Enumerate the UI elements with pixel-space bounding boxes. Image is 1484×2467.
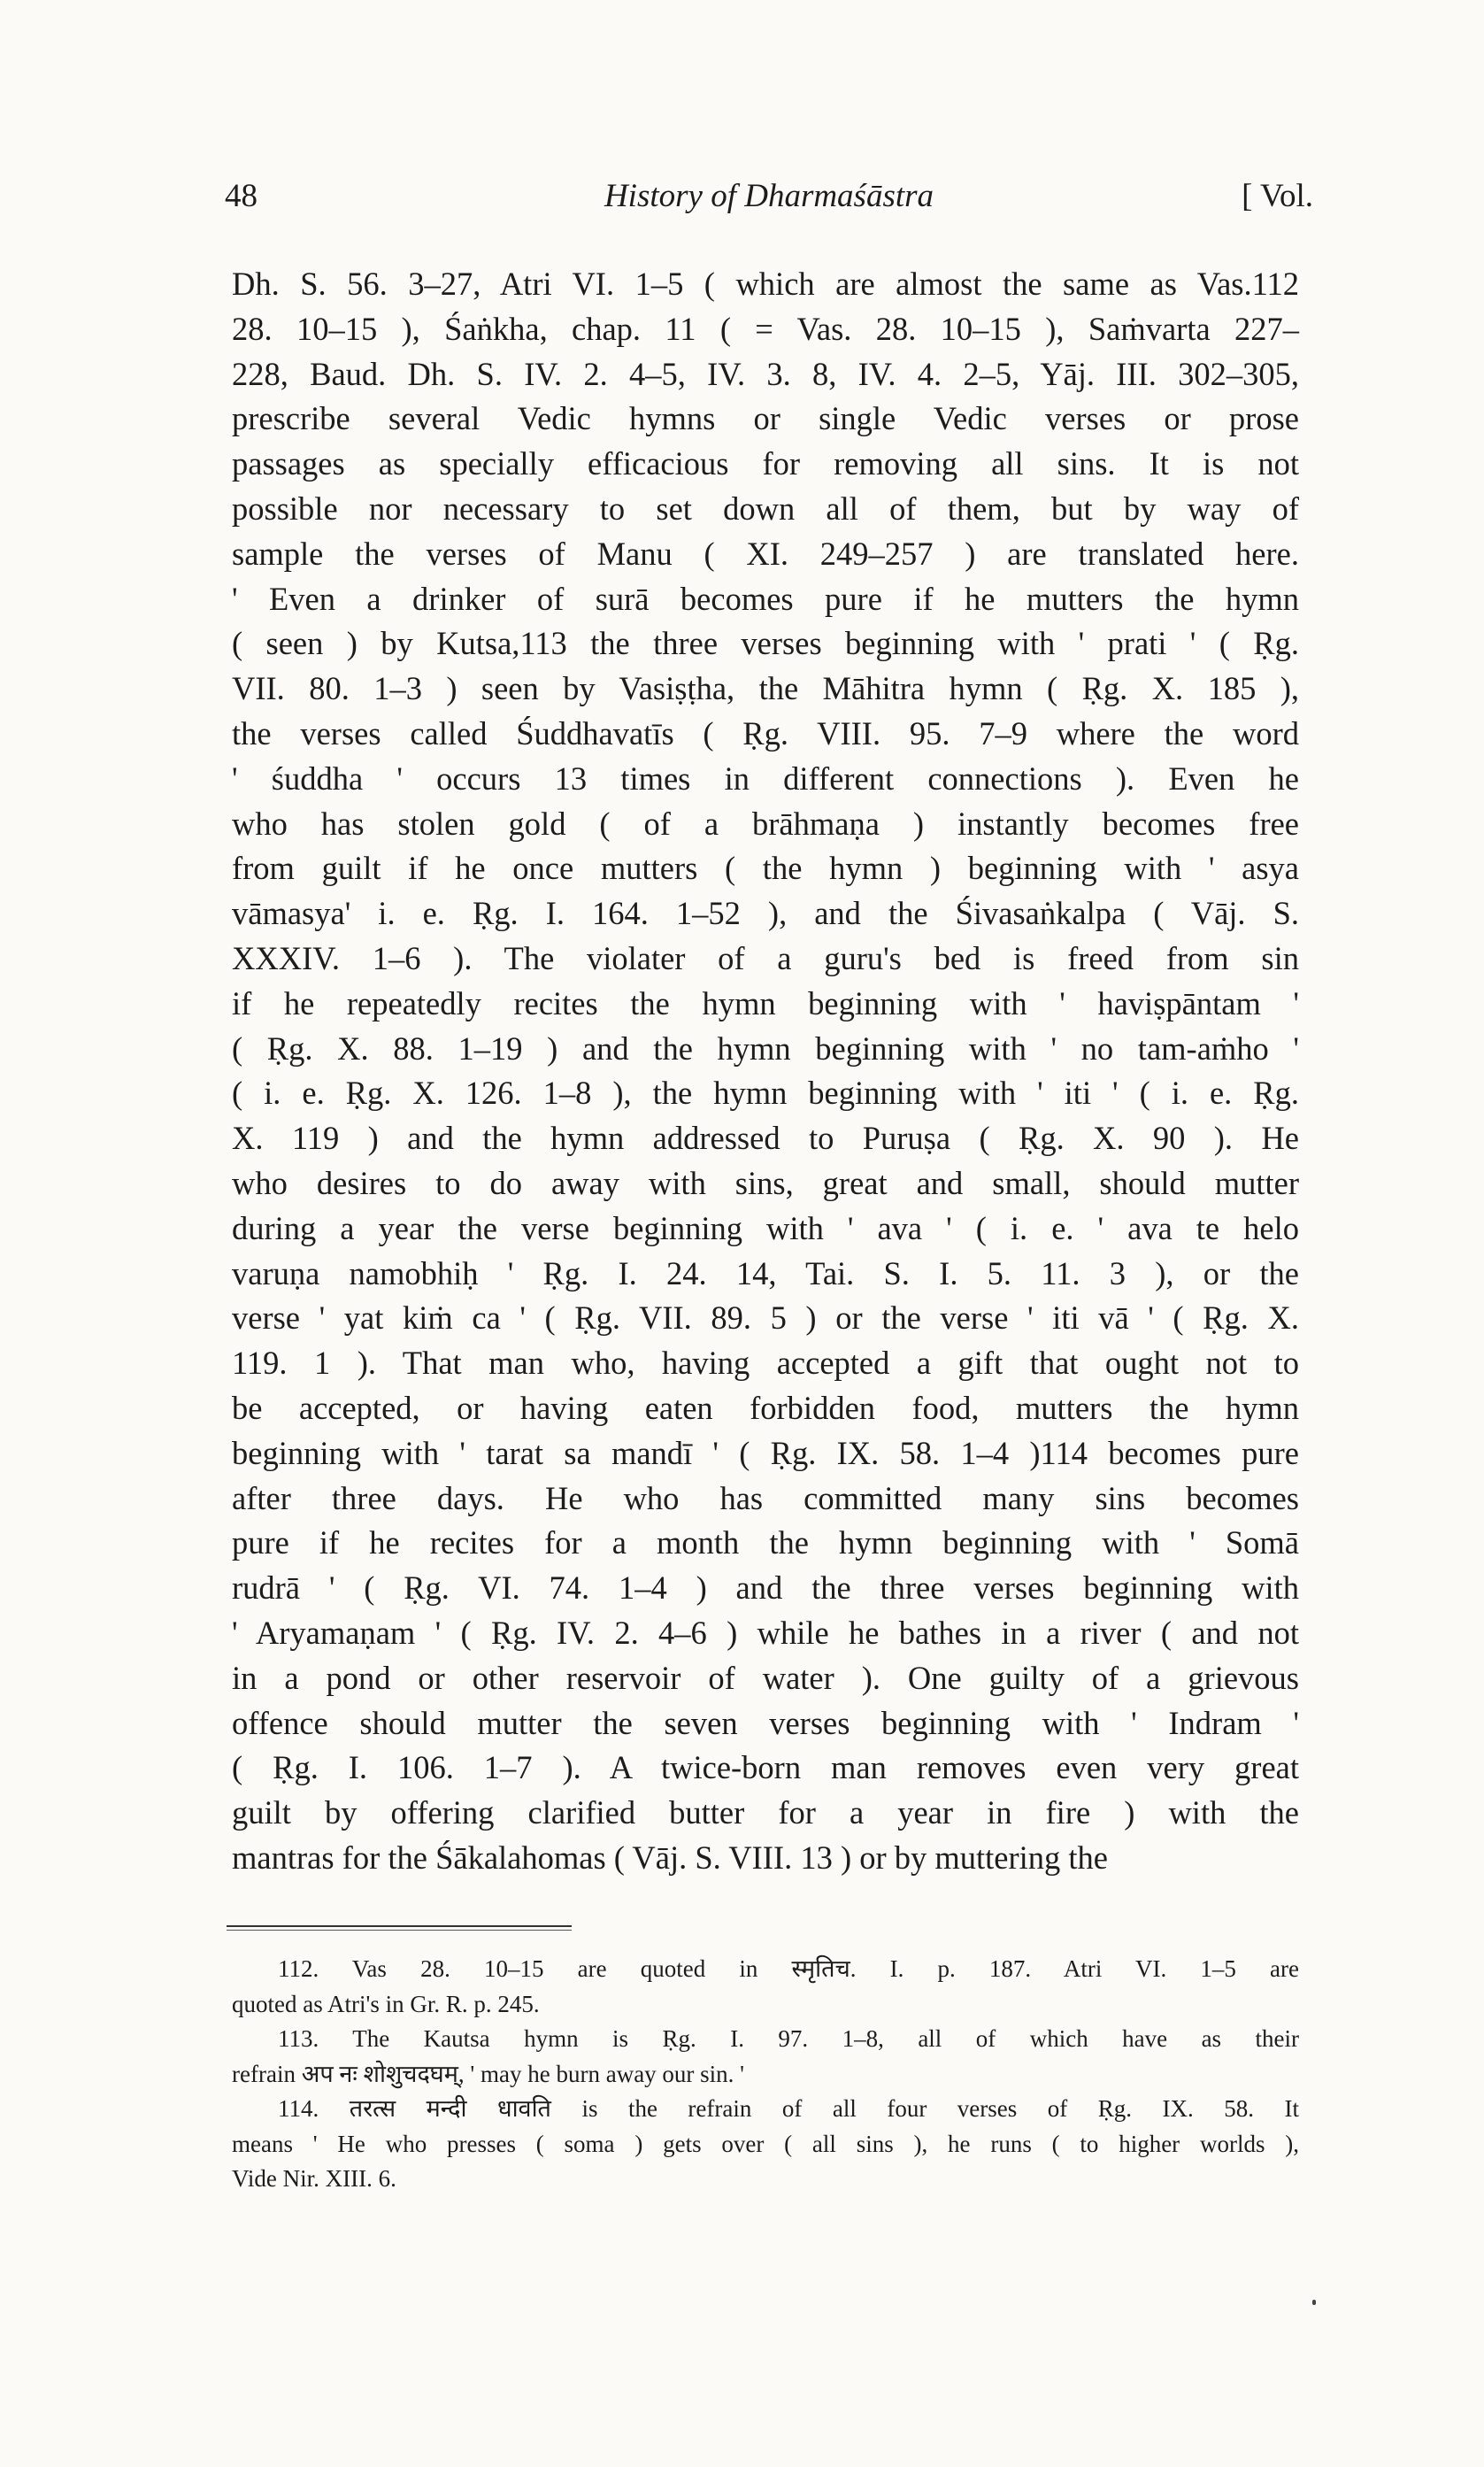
footnotes xyxy=(232,1952,1299,2197)
page-number: 48 xyxy=(225,178,258,214)
text-line: pure if he recites for a month the hymn beginning with ' Somā xyxy=(232,1524,1299,1561)
text-line: ( Ṛg. X. 88. 1–19 ) and the hymn beginning with ' no tam-aṁho ' xyxy=(232,1029,1299,1067)
text-line: passages as specially efficacious for removing all sins. It is not xyxy=(232,445,1299,482)
text-line: 28. 10–15 ), Śaṅkha, chap. 11 ( = Vas. 28. 10–15 ), Saṁvarta 227– xyxy=(232,310,1299,347)
text-line: from guilt if he once mutters ( the hymn ) beginning with ' asya xyxy=(232,850,1299,887)
text-line: beginning with ' tarat sa mandī ' ( Ṛg. IX. 58. 1–4 )114 becomes pure xyxy=(232,1434,1299,1471)
text-line: sample the verses of Manu ( XI. 249–257 ) are translated here. xyxy=(232,535,1299,572)
text-line: during a year the verse beginning with ' ava ' ( i. e. ' ava te helo xyxy=(232,1209,1299,1246)
text-line: varuṇa namobhiḥ ' Ṛg. I. 24. 14, Tai. S. I. 5. 11. 3 ), or the xyxy=(232,1254,1299,1291)
text-line: XXXIV. 1–6 ). The violater of a guru's bed is freed from sin xyxy=(232,939,1299,976)
text-line: VII. 80. 1–3 ) seen by Vasiṣṭha, the Māhitra hymn ( Ṛg. X. 185 ), xyxy=(232,670,1299,707)
footnote-line: Vide Nir. XIII. 6. xyxy=(232,2165,396,2192)
text-line: if he repeatedly recites the hymn beginning with ' haviṣpāntam ' xyxy=(232,984,1299,1021)
text-line: Dh. S. 56. 3–27, Atri VI. 1–5 ( which are almost the same as Vas.112 xyxy=(232,266,1299,302)
running-title: History of Dharmaśāstra xyxy=(604,178,934,214)
text-line: be accepted, or having eaten forbidden food, mutters the hymn xyxy=(232,1389,1299,1426)
footnote-line: quoted as Atri's in Gr. R. p. 245. xyxy=(232,1990,540,2017)
footnote-113 xyxy=(232,2022,1299,2092)
text-line: mantras for the Śākalahomas ( Vāj. S. VIII. 13 ) or by muttering the xyxy=(232,1839,1109,1876)
text-line: possible nor necessary to set down all of them, but by way of xyxy=(232,490,1299,527)
volume-marker: [ Vol. xyxy=(1242,178,1313,214)
text-line: in a pond or other reservoir of water ). One guilty of a grievous xyxy=(232,1659,1299,1696)
text-line: ' Aryamaṇam ' ( Ṛg. IV. 2. 4–6 ) while he bathes in a river ( and not xyxy=(232,1614,1299,1651)
text-line: who has stolen gold ( of a brāhmaṇa ) instantly becomes free xyxy=(232,805,1299,842)
text-line: offence should mutter the seven verses beginning with ' Indram ' xyxy=(232,1704,1299,1741)
text-line: rudrā ' ( Ṛg. VI. 74. 1–4 ) and the three verses beginning with xyxy=(232,1569,1299,1607)
footnote-line: refrain अप नः शोशुचदघम्, ' may he burn away our sin. ' xyxy=(232,2060,745,2087)
print-speck xyxy=(1312,2300,1316,2305)
text-line: guilt by offering clarified butter for a year in fire ) with the xyxy=(232,1794,1299,1831)
text-line: ( i. e. Ṛg. X. 126. 1–8 ), the hymn beginning with ' iti ' ( i. e. Ṛg. xyxy=(232,1075,1299,1112)
text-line: ' śuddha ' occurs 13 times in different connections ). Even he xyxy=(232,759,1299,797)
text-line: ( seen ) by Kutsa,113 the three verses beginning with ' prati ' ( Ṛg. xyxy=(232,625,1299,662)
text-line: after three days. He who has committed many sins becomes xyxy=(232,1479,1299,1516)
text-line: ( Ṛg. I. 106. 1–7 ). A twice-born man removes even very great xyxy=(232,1749,1299,1786)
text-line: the verses called Śuddhavatīs ( Ṛg. VIII. 95. 7–9 where the word xyxy=(232,714,1299,752)
text-line: who desires to do away with sins, great and small, should mutter xyxy=(232,1164,1299,1201)
footnote-114 xyxy=(232,2092,1299,2197)
main-text xyxy=(232,262,1299,1881)
footnote-divider xyxy=(227,1925,572,1927)
footnote-line: 112. Vas 28. 10–15 are quoted in स्मृतिच. I. p. 187. Atri VI. 1–5 are xyxy=(278,1955,1299,1982)
text-line: X. 119 ) and the hymn addressed to Puruṣa ( Ṛg. X. 90 ). He xyxy=(232,1120,1299,1157)
page-header xyxy=(225,177,1313,230)
text-line: 228, Baud. Dh. S. IV. 2. 4–5, IV. 3. 8, IV. 4. 2–5, Yāj. III. 302–305, xyxy=(232,355,1299,392)
footnote-112 xyxy=(232,1952,1299,2022)
footnote-line: means ' He who presses ( soma ) gets over ( all sins ), he runs ( to higher worlds ), xyxy=(232,2130,1299,2157)
text-line: verse ' yat kiṁ ca ' ( Ṛg. VII. 89. 5 ) or the verse ' iti vā ' ( Ṛg. X. xyxy=(232,1299,1299,1337)
text-line: 119. 1 ). That man who, having accepted a gift that ought not to xyxy=(232,1345,1299,1382)
text-line: vāmasya' i. e. Ṛg. I. 164. 1–52 ), and the Śivasaṅkalpa ( Vāj. S. xyxy=(232,895,1299,932)
text-line: ' Even a drinker of surā becomes pure if he mutters the hymn xyxy=(232,580,1299,617)
text-line: prescribe several Vedic hymns or single Vedic verses or prose xyxy=(232,400,1299,437)
footnote-line: 114. तरत्स मन्दी धावति is the refrain of all four verses of Ṛg. IX. 58. It xyxy=(278,2095,1299,2122)
footnote-divider-inner xyxy=(227,1930,572,1931)
footnote-line: 113. The Kautsa hymn is Ṛg. I. 97. 1–8, all of which have as their xyxy=(278,2025,1299,2052)
